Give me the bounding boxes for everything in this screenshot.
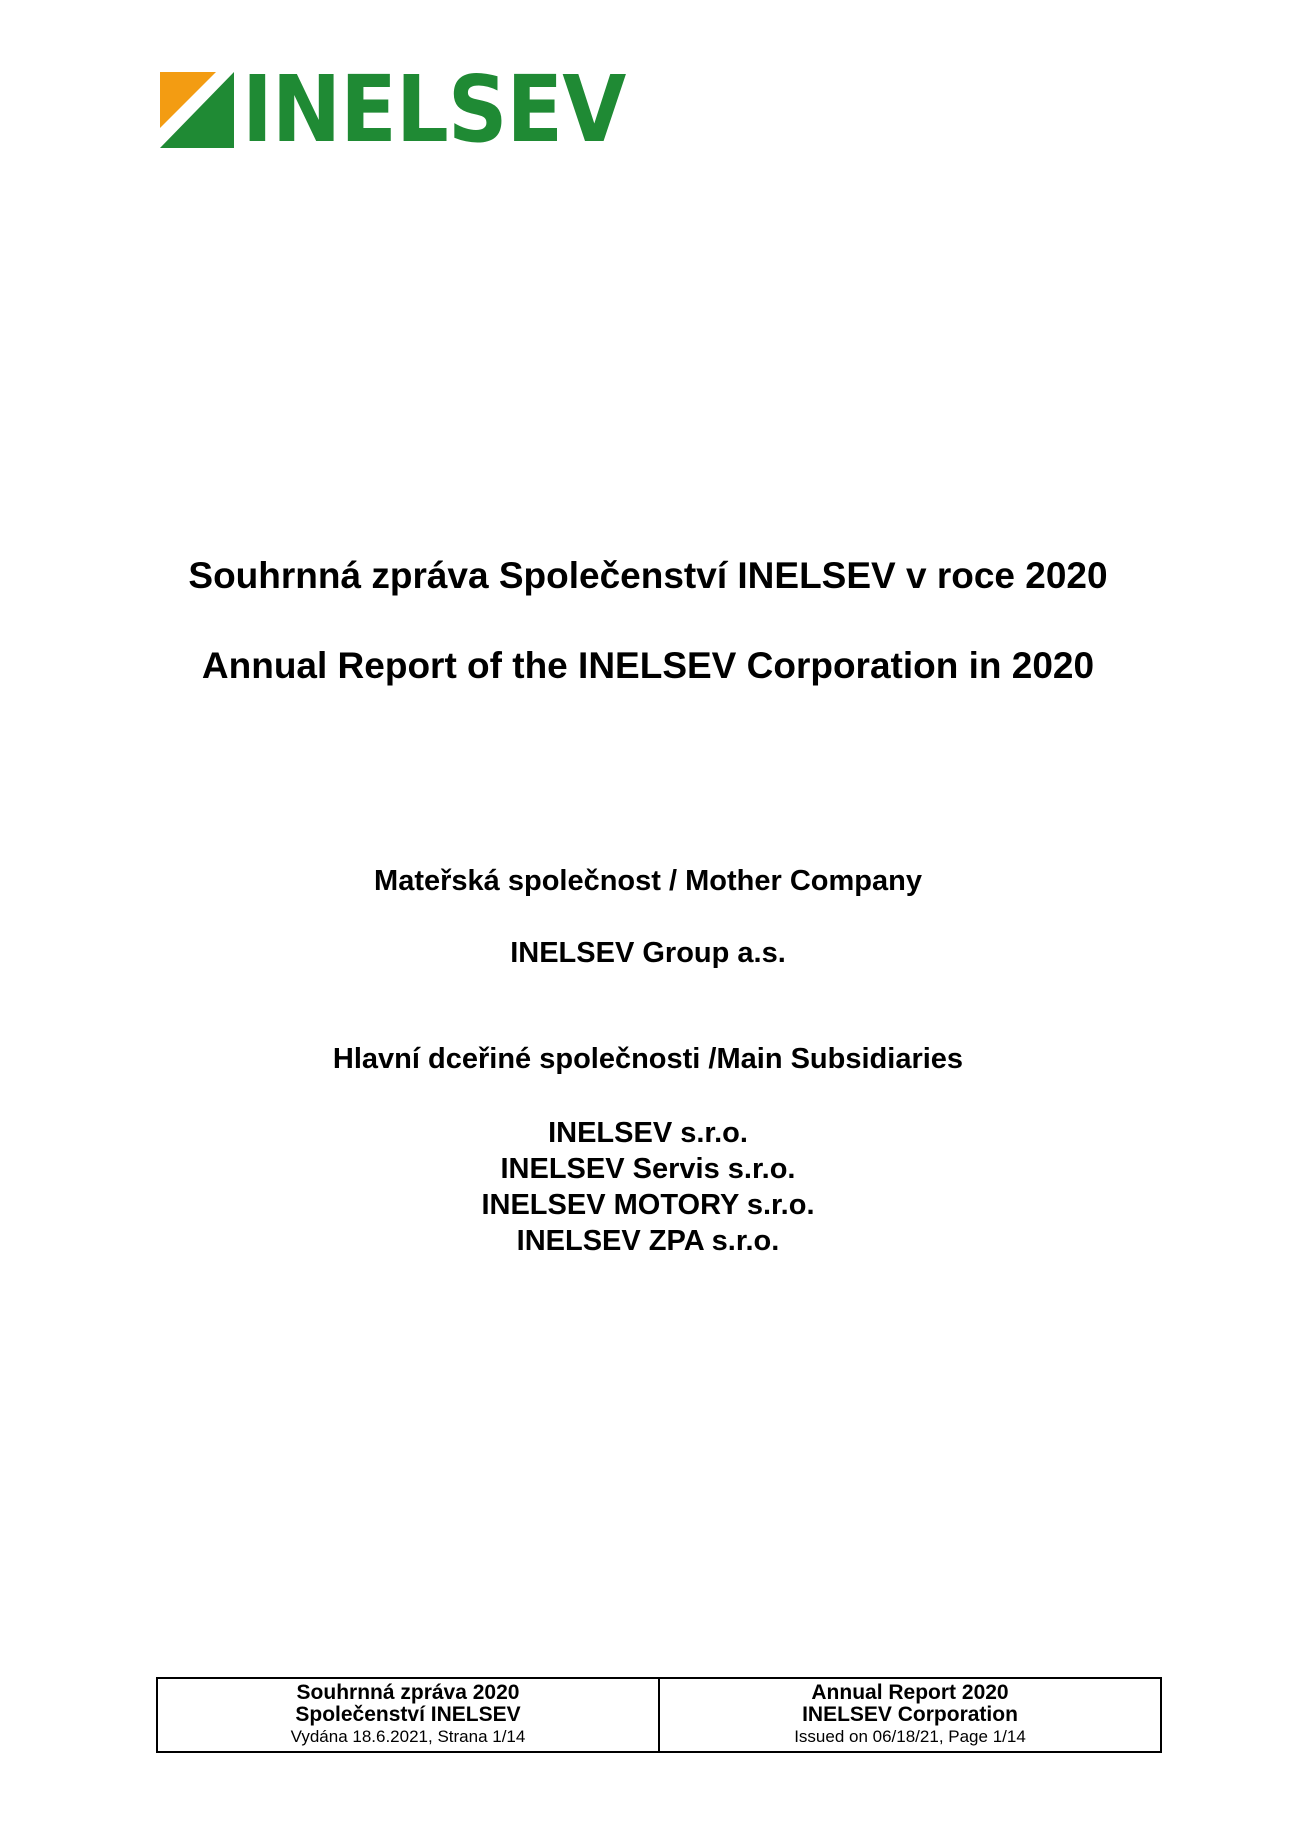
footer-english-issued: Issued on 06/18/21, Page 1/14 bbox=[794, 1727, 1026, 1746]
mother-company-name: INELSEV Group a.s. bbox=[510, 937, 786, 969]
footer-czech-issued: Vydána 18.6.2021, Strana 1/14 bbox=[290, 1727, 526, 1746]
list-item: INELSEV Servis s.r.o. bbox=[500, 1153, 796, 1185]
page-footer bbox=[156, 1677, 1162, 1753]
footer-czech-title: Souhrnná zpráva 2020 bbox=[296, 1681, 520, 1704]
list-item: INELSEV MOTORY s.r.o. bbox=[481, 1189, 815, 1221]
footer-english-title: Annual Report 2020 bbox=[811, 1681, 1009, 1704]
footer-english-org: INELSEV Corporation bbox=[802, 1703, 1018, 1726]
footer-czech-org: Společenství INELSEV bbox=[295, 1703, 521, 1726]
logo-text: INELSEV bbox=[242, 56, 626, 163]
title-czech: Souhrnná zpráva Společenství INELSEV v roce 2020 bbox=[188, 555, 1108, 596]
company-logo bbox=[160, 56, 668, 163]
subsidiaries-list bbox=[0, 1115, 1296, 1259]
list-item: INELSEV s.r.o. bbox=[548, 1117, 748, 1149]
list-item: INELSEV ZPA s.r.o. bbox=[516, 1225, 780, 1257]
footer-czech bbox=[158, 1679, 658, 1751]
title-english: Annual Report of the INELSEV Corporation in 2020 bbox=[201, 645, 1095, 686]
mother-company-label: Mateřská společnost / Mother Company bbox=[374, 865, 922, 897]
subsidiaries-label: Hlavní dceřiné společnosti /Main Subsidiaries bbox=[332, 1043, 964, 1075]
logo-mark-icon bbox=[160, 72, 234, 148]
footer-english bbox=[658, 1679, 1160, 1751]
